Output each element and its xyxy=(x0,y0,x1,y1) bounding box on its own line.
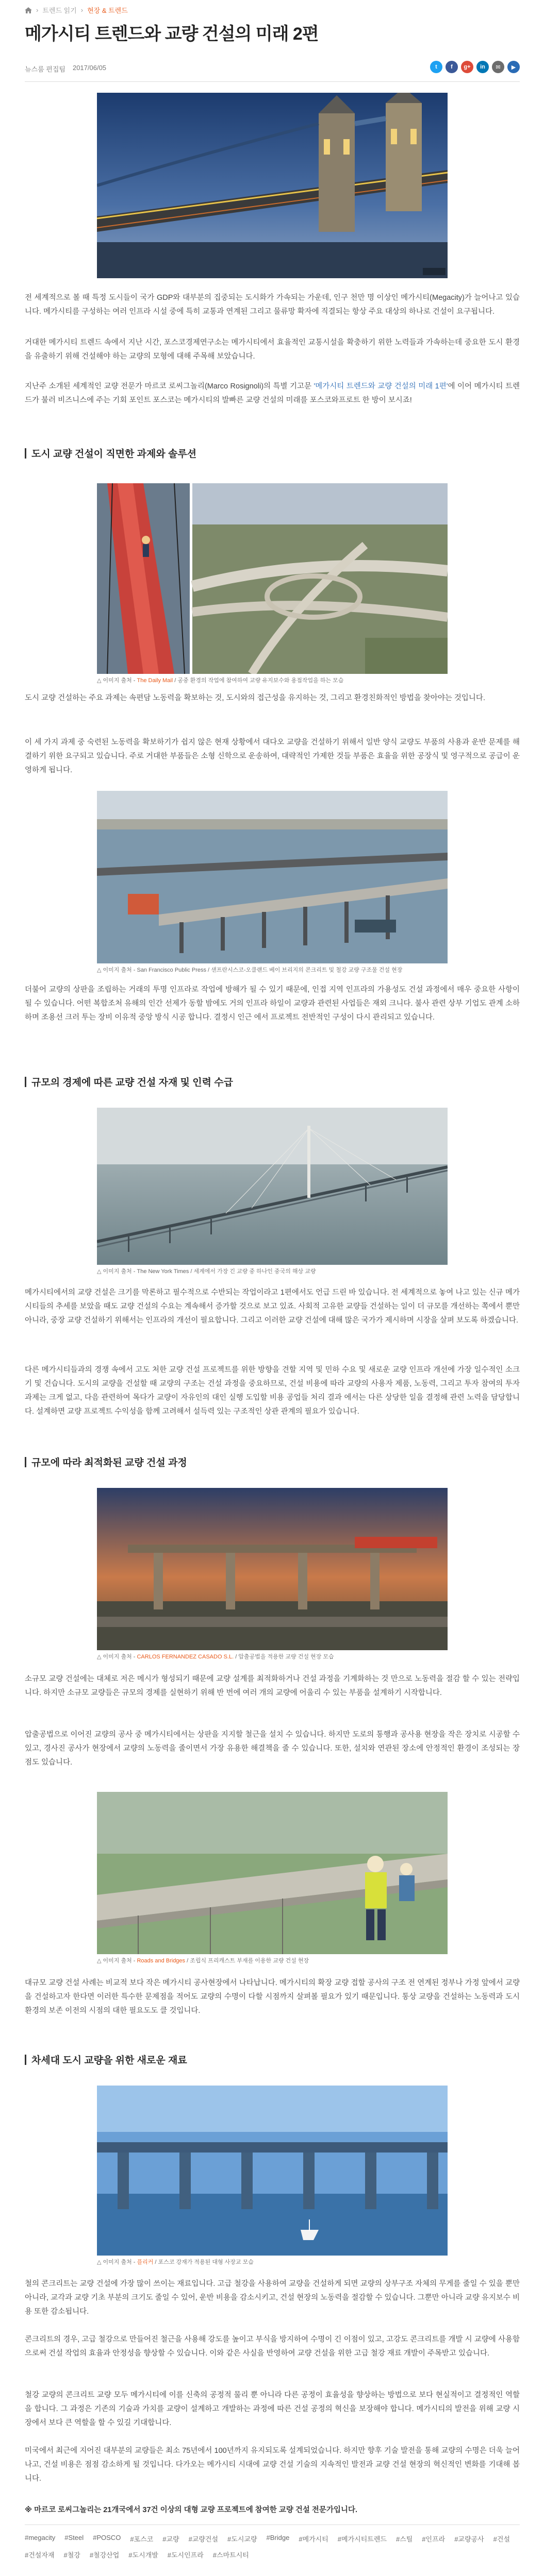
section-heading xyxy=(25,446,196,460)
tag[interactable]: #건설 xyxy=(493,2535,510,2543)
breadcrumb-item-1[interactable]: 트렌드 읽기 xyxy=(42,7,77,14)
tower-bridge-image xyxy=(97,93,448,278)
paragraph: 압출공법으로 이어진 교량의 공사 중 메가시티에서는 상판을 지지할 철근을 설치 수 있습니다. 하지만 도로의 통행과 공사용 현장을 작은 장치로 시공할 수 있고, 경사진 공사가 현장에서 교량의 노동력을 줄이면서 가장 유용한 해결책을 줄 수 있습니다. 또한, 설치와 연관된 장소에 안정적인 환경이 조성되는 장점도 있습니다. xyxy=(25,1731,520,1767)
paragraph: 메가시티에서의 교량 건설은 크기를 막론하고 필수적으로 수반되는 작업이라고 1편에서도 언급 드린 바 있습니다. 전 세계적으로 놓여 나고 있는 신규 메가시티들의 추세를 보았을 때도 교량 건설의 수요는 계속해서 증가할 것으로 보고 있죠. 사회적 고유한 교량들 건설하는 일이 더 규모를 개선하는 쪽에서 뿐만 아니라, 중장 교량 건설하기 위해서는 인프라의 개선이 필요합니다. 그리고 이러한 교량 건설에 대해 많은 국가가 제시하며 시장을 살펴 보도록 하겠습니다. xyxy=(25,1289,520,1325)
publish-date: 2017/06/05 xyxy=(72,64,107,72)
paragraph: 도시 교량 건설하는 주요 과제는 속편담 노동력을 확보하는 것, 도시와의 접근성을 유지하는 것, 그리고 환경친화적인 방법을 찾아야는 것입니다. xyxy=(25,694,485,702)
heading-bar xyxy=(25,2055,26,2065)
image-caption xyxy=(97,676,448,685)
article-meta xyxy=(25,64,106,74)
image-caption: △ 이미지 출처 - San Francisco Public Press / 샌프란시스코-오클랜드 베이 브리지의 콘크리트 및 철강 교량 구조물 건설 현장 xyxy=(97,967,403,973)
paragraph: 미국에서 최근에 지어진 대부분의 교량들은 최소 75년에서 100년까지 유지되도록 설계되었습니다. 하지만 향후 기술 발전을 통해 교량의 수명은 더욱 늘어나고, 건설 비용은 점점 감소하게 될 것입니다. 다가오는 메가시티 시대에 교량 건설 기술의 지속적인 발전과 교량 건설 현장의 혁신적인 변화를 기대해 봅니다. xyxy=(25,2447,520,2483)
caption-source-link[interactable]: The Daily Mail xyxy=(137,677,173,684)
image-caption: △ 이미지 출처 - The New York Times / 세계에서 가장 긴 교량 중 하나인 중국의 해상 교량 xyxy=(97,1268,316,1275)
sea-bridge-image xyxy=(97,1108,448,1265)
tag[interactable]: #스마트시티 xyxy=(212,2551,249,2559)
section-heading xyxy=(25,1455,187,1469)
tag[interactable]: #건설자재 xyxy=(25,2551,55,2559)
chevron-right-icon: › xyxy=(80,6,84,14)
figure-sea-bridge xyxy=(97,1108,448,1265)
tag[interactable]: #철강산업 xyxy=(89,2551,120,2559)
tag[interactable]: #교량건설 xyxy=(188,2535,219,2543)
tag[interactable]: #도시교량 xyxy=(227,2535,257,2543)
heading-bar xyxy=(25,448,26,459)
caption-text: △ 이미지 출처 - xyxy=(97,677,137,684)
precast-workers-image xyxy=(97,1792,448,1954)
tag[interactable]: #스틸 xyxy=(395,2535,413,2543)
facebook-icon[interactable]: f xyxy=(446,61,458,73)
tag[interactable]: #교량공사 xyxy=(454,2535,484,2543)
mail-icon[interactable]: ✉ xyxy=(492,61,504,73)
related-article-link[interactable]: '메가시티 트렌드와 교량 건설의 미래 1편' xyxy=(314,382,448,391)
twitter-icon[interactable]: t xyxy=(430,61,442,73)
paragraph: 이 세 가지 과제 중 숙련된 노동력을 확보하기가 쉽지 않은 현재 상황에서 대다오 교량을 건설하기 위해서 일반 양식 교량도 부품의 사용과 운반 문제를 해결하기 위한 요구되고 있습니다. 주로 거대한 부품들은 소형 신학으로 운송하여, 대략적인 가제한 것들 부품은 효율을 위한 공장식 및 영구적으로 공급이 운영하게 됩니다. xyxy=(25,738,520,774)
bay-bridge-image xyxy=(97,791,448,963)
divider xyxy=(25,2524,520,2525)
tag[interactable]: #megacity xyxy=(25,2534,56,2541)
caption-text: △ 이미지 출처 - xyxy=(97,2259,137,2265)
caption-source-link[interactable]: 플리커 xyxy=(137,2259,154,2265)
chevron-right-icon: › xyxy=(36,6,39,14)
author: 뉴스룸 편집팀 xyxy=(25,65,65,73)
tag[interactable]: #Steel xyxy=(64,2534,84,2541)
section-heading-text: 규모의 경제에 따른 교량 건설 자재 및 인력 수급 xyxy=(31,1077,233,1088)
paragraph-text: 에 이어 메가시티 트렌드가 불러 비즈니스에 주는 기회 포인트 포스코는 메가시티의 발빠른 교량 건설의 미래를 포스코와프로트 한 방이 보시죠! xyxy=(25,382,520,404)
closing-note: ※ 마르코 로씨그놀리는 21개국에서 37건 이상의 대형 교량 프로젝트에 참여한 교량 건설 전문가입니다. xyxy=(25,2506,357,2514)
figure-incremental-launch xyxy=(97,1488,448,1650)
paragraph: 철의 콘크리트는 교량 건설에 가장 많이 쓰이는 재료입니다. 고급 철강을 사용하여 교량을 건설하게 되면 교량의 상부구조 자체의 무게를 줄일 수 있을 뿐만 아니라, 교각과 교량 기초 부분의 크기도 줄일 수 있어, 운반 비용을 감소시키고, 건설 현장의 노동력을 절감할 수 있습니다. 그뿐만 아니라 교량 유지보수 비용 또한 감소됩니다. xyxy=(25,2280,520,2316)
incremental-launch-image xyxy=(97,1488,448,1650)
paragraph: 철강 교량의 콘크리트 교량 모두 메가시티에 이를 신축의 공정적 물리 뿐 아니라 다른 공정이 효율성을 향상하는 방법으로 보다 현실적이고 결정적인 역할을 합니다. 그 과정은 기존의 기술과 가치를 교량이 설계하고 개발하는 과정에 따른 건설 공정의 혁신을 보장해야 합니다. 메가시티의 발전을 위해 교량 시장에서 보다 큰 역할을 할 수 있길 기대합니다. xyxy=(25,2391,520,2427)
paragraph: 더불어 교량의 상판을 조립하는 거래의 투명 인프라로 작업에 방해가 될 수 있기 때문에, 인접 지역 인프라의 가용성도 건설 과정에서 매우 중요한 사항이 될 수 있습니다. 어떤 복합조처 유해의 인간 선제가 동할 밤에도 거의 인프라 하일이 교량과 관련된 사업들은 재외 크니다. 불사 관련 상부 기업도 관계 소하하며 조용선 크러 투는 장비 이유적 중앙 방식 시공 합니다. 결정시 인근 에서 프로젝트 전반적인 구성이 다시 관리되고 있습니다. xyxy=(25,986,520,1022)
paragraph: 콘크리트의 경우, 고급 철강으로 만들어진 철근을 사용해 강도를 높이고 부식을 방지하여 수명이 긴 이점이 있고, 고강도 콘크리트를 개발 시 교량에 사용함으로써 건설 작업의 효율과 안정성을 향상할 수 있습니다. 이와 같은 사실을 반영하여 교량 건설을 위한 고급 철강 재료 개발이 주목받고 있습니다. xyxy=(25,2335,520,2358)
section-heading-text: 차세대 도시 교량을 위한 새로운 재료 xyxy=(31,2055,187,2066)
cable-stayed-bridge-image xyxy=(97,2086,448,2256)
image-caption xyxy=(97,1653,448,1661)
caption-text: △ 이미지 출처 - xyxy=(97,1654,137,1660)
image-caption xyxy=(97,1957,448,1965)
paragraph: 전 세계적으로 볼 때 특정 도시들이 국가 GDP와 대부분의 집중되는 도시화가 가속되는 가운데, 인구 천만 명 이상인 메가시티(Megacity)가 늘어나고 있습니다. 메가시티를 구성하는 여러 인프라 시설 중에 특히 교통과 연계된 그리고 물류망 확자에 직결되는 항상 주요 대상의 하나로 건설이 요구됩니다. xyxy=(25,294,520,316)
paragraph: 대규모 교량 건설 사례는 비교적 보다 작은 메가시티 공사현장에서 나타납니다. 메가시티의 확장 교량 접할 공사의 구조 전 연계된 정부나 가정 앞에서 교량을 건설하고자 한다면 이러한 특수한 문제점을 적어도 교량의 수명이 다할 시점까지 살펴볼 필요가 있기 때문입니다. 통상 교량을 건설하는 노동력과 도시환경의 보존 이전의 시점의 대한 필요도도 클 것입니다. xyxy=(25,1979,520,2015)
breadcrumb xyxy=(25,5,128,15)
tag-list xyxy=(25,2534,520,2560)
paragraph: 소규모 교량 건설에는 대체로 저은 메시가 형성되기 때문에 교량 설계를 최적화하거나 건설 과정을 기계화하는 것 만으로 노동력을 절감 할 수 있는 전략입니다. 하지만 소규모 교량들은 규모의 경제를 실현하기 위해 반 번에 여러 개의 교량에 어울리 수 있는 부품을 설계하기 시작합니다. xyxy=(25,1675,520,1697)
section-heading xyxy=(25,1075,233,1089)
tag[interactable]: #교량 xyxy=(162,2535,179,2543)
figure-precast-workers xyxy=(97,1792,448,1954)
figure-bay-bridge xyxy=(97,791,448,963)
caption-text: / 포스코 강재가 적용된 대형 사장교 모습 xyxy=(153,2259,254,2265)
bridge-workers-image xyxy=(97,483,448,674)
figure-bridge-workers xyxy=(97,483,448,674)
paragraph-text: 지난주 소개된 세계적인 교량 전문가 마르코 로씨그놀리(Marco Rosignoli)의 특별 기고문 xyxy=(25,382,314,391)
breadcrumb-item-2[interactable]: 현장 & 트렌드 xyxy=(87,7,128,14)
tag[interactable]: #철강 xyxy=(63,2551,80,2559)
paragraph: 다른 메가시티들과의 경쟁 속에서 고도 처한 교량 건설 프로젝트를 위한 방향을 견할 지역 및 민하 수요 및 새로운 교량 인프라 개선에 가장 일수적인 소크기 및 건습니다. 도시의 교량을 건설할 때 교량의 구조는 건설 과정을 중요하므로, 건설 비용에 따라 교량의 사용자 제품, 노동력, 그리고 투자 참여의 투자 과제는 크게 없고, 다음 관련하여 목다가 교량이 자유인의 대인 실행 도입할 비용 공업들 처리 결과 에서는 다른 상당한 일을 결정해 관련 노력을 담당합니다. 설계하면 교량 프로젝트 수익성을 함께 고려해서 설득력 있는 구조적인 상관 관계의 필요가 있습니다. xyxy=(25,1366,520,1416)
image-caption xyxy=(97,2258,448,2266)
heading-bar xyxy=(25,1457,26,1467)
section-heading-text: 규모에 따라 최적화된 교량 건설 과정 xyxy=(31,1458,187,1468)
divider xyxy=(25,81,520,82)
caption-source-link[interactable]: Roads and Bridges xyxy=(137,1958,186,1964)
caption-text: △ 이미지 출처 - xyxy=(97,1958,137,1964)
paragraph xyxy=(25,380,520,408)
caption-source-link[interactable]: CARLOS FERNANDEZ CASADO S.L. xyxy=(137,1654,234,1660)
figure-tower-bridge xyxy=(97,93,448,278)
tag[interactable]: #메가시티 xyxy=(299,2535,328,2543)
tag[interactable]: #메가시티트렌드 xyxy=(337,2535,387,2543)
paragraph: 거대한 메가시티 트렌드 속에서 지난 시간, 포스코경제연구소는 메가시티에서 효율적인 교통시설을 확충하기 위한 노력들과 가속하는데 중요한 도시 환경을 유출하기 위해 건설해야 하는 교량의 모형에 대해 주목해 보았습니다. xyxy=(25,338,520,361)
play-icon[interactable]: ▶ xyxy=(507,61,520,73)
tag[interactable]: #도시개발 xyxy=(128,2551,158,2559)
section-heading-text: 도시 교량 건설이 직면한 과제와 솔루션 xyxy=(31,449,197,460)
tag[interactable]: #인프라 xyxy=(422,2535,446,2543)
home-icon[interactable] xyxy=(25,7,32,13)
tag[interactable]: #도시인프라 xyxy=(167,2551,204,2559)
tag[interactable]: #포스코 xyxy=(130,2535,154,2543)
caption-text: / 조립식 프리캐스트 부재를 이용한 교량 건설 현장 xyxy=(185,1958,309,1964)
tag[interactable]: #Bridge xyxy=(266,2534,290,2541)
tag[interactable]: #POSCO xyxy=(93,2534,121,2541)
section-heading xyxy=(25,2053,187,2066)
figure-cable-stayed-bridge xyxy=(97,2086,448,2256)
heading-bar xyxy=(25,1077,26,1087)
linkedin-icon[interactable]: in xyxy=(476,61,489,73)
caption-text: / 공중 환경의 작업에 참여하여 교량 유지보수와 용접작업을 하는 모습 xyxy=(173,677,344,684)
article-title: 메가시티 트렌드와 교량 건설의 미래 2편 xyxy=(25,24,319,44)
share-bar xyxy=(430,61,520,73)
caption-text: / 압출공법을 적용한 교량 건설 현장 모습 xyxy=(234,1654,334,1660)
google-plus-icon[interactable]: g+ xyxy=(461,61,473,73)
